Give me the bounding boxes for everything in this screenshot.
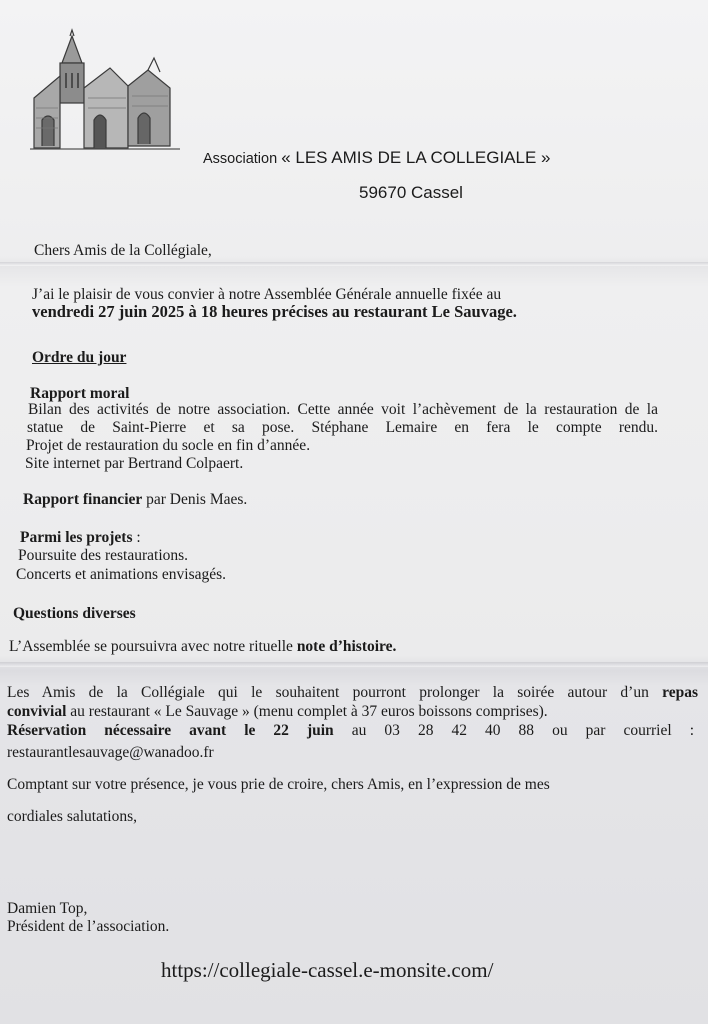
projets-title: Parmi les projets : xyxy=(20,529,141,546)
repas-line: convivial au restaurant « Le Sauvage » (menu complet à 37 euros boissons comprises). xyxy=(7,703,548,720)
projets-item: Concerts et animations envisagés. xyxy=(16,566,227,583)
questions-diverses: Questions diverses xyxy=(13,605,136,622)
repas-line: Les Amis de la Collégiale qui le souhaitent pourront prolonger la soirée autour d’un repas xyxy=(7,684,698,701)
rapport-moral-title: Rapport moral xyxy=(30,385,130,402)
closing-line: cordiales salutations, xyxy=(7,808,137,825)
collegiale-church-drawing-icon xyxy=(30,28,180,153)
reservation-line: Réservation nécessaire avant le 22 juin au 03 28 42 40 88 ou par courriel : xyxy=(7,722,694,739)
paper-fold xyxy=(0,662,708,667)
agenda-title: Ordre du jour xyxy=(32,349,127,366)
histoire-line: L’Assemblée se poursuivra avec notre rituelle note d’histoire. xyxy=(9,638,397,655)
rapport-moral-line: statue de Saint-Pierre et sa pose. Stéphane Lemaire en fera le compte rendu. xyxy=(27,419,658,436)
rapport-moral-line: Bilan des activités de notre association. Cette année voit l’achèvement de la restauration de la xyxy=(28,401,658,418)
signature-name: Damien Top, xyxy=(7,900,88,917)
meeting-date: vendredi 27 juin 2025 à 18 heures précises au restaurant Le Sauvage. xyxy=(32,302,517,321)
association-city: 59670 Cassel xyxy=(359,183,463,202)
rapport-moral-line: Site internet par Bertrand Colpaert. xyxy=(25,455,244,472)
intro-line: J’ai le plaisir de vous convier à notre Assemblée Générale annuelle fixée au xyxy=(32,286,502,303)
signature-title: Président de l’association. xyxy=(7,918,170,935)
closing-line: Comptant sur votre présence, je vous prie de croire, chers Amis, en l’expression de mes xyxy=(7,776,550,793)
association-name: « LES AMIS DE LA COLLEGIALE » xyxy=(281,148,551,167)
rapport-financier: Rapport financier par Denis Maes. xyxy=(23,491,248,508)
restaurant-email: restaurantlesauvage@wanadoo.fr xyxy=(7,744,214,761)
projets-item: Poursuite des restaurations. xyxy=(18,547,189,564)
salutation: Chers Amis de la Collégiale, xyxy=(34,242,212,259)
rapport-moral-line: Projet de restauration du socle en fin d’année. xyxy=(26,437,311,454)
paper-fold xyxy=(0,262,708,266)
website-url: https://collegiale-cassel.e-monsite.com/ xyxy=(161,958,494,982)
association-prefix: Association xyxy=(203,151,278,167)
association-header xyxy=(203,148,551,168)
